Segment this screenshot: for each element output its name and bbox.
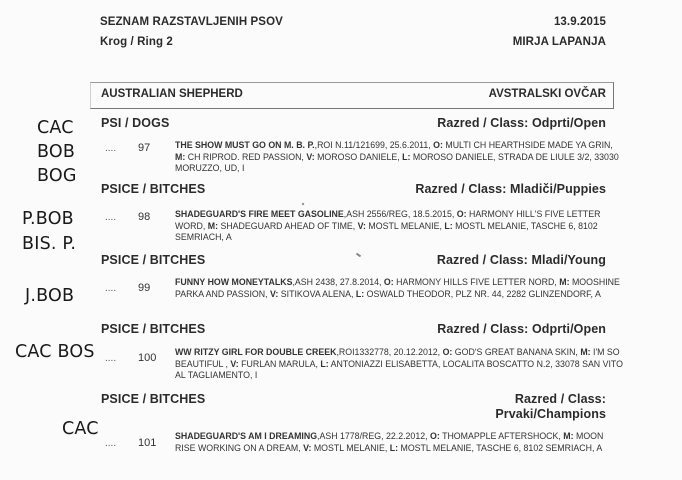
entry-details: WW RITZY GIRL FOR DOUBLE CREEK,ROI1332778, 20.12.2012, O: GOD'S GREAT BANANA SKIN, M: I'M SO BEAUTIFUL , V: FURLAN MARULA, L: ANTONIAZZI ELISABETTA, LOCALITA BOSCATTO N.2, 33078 SAN VITO AL TAGLIAMENTO, I: [175, 347, 623, 380]
award-handwritten: CAC BOS: [15, 342, 95, 362]
section-sex-heading: PSICE / BITCHES: [101, 392, 206, 406]
section-sex-heading: PSICE / BITCHES: [101, 253, 206, 267]
section-class-heading: Razred / Class: Mladi/Young: [436, 253, 606, 267]
entry-details: SHADEGUARD'S AM I DREAMING,ASH 1778/REG, 22.2.2012, O: THOMAPPLE AFTERSHOCK, M: MOON RISE WORKING ON A DREAM, V: MOSTL MELANIE, L: MOSTL MELANIE, TASCHE 6, 8102 SEMRIACH, A: [175, 431, 604, 453]
breed-name-english: AUSTRALIAN SHEPHERD: [101, 88, 243, 100]
award-handwritten: P.BOB: [22, 209, 74, 229]
award-handwritten: J.BOB: [25, 286, 75, 306]
award-handwritten: CAC: [62, 419, 99, 439]
section-class-heading: Prvaki/Champions: [495, 407, 606, 421]
award-handwritten: BOG: [37, 166, 77, 186]
award-handwritten: CAC: [37, 118, 74, 138]
entry-number: 101: [138, 437, 157, 449]
entry-number: 97: [138, 142, 151, 154]
scan-speck: [356, 253, 361, 258]
award-handwritten: BIS. P.: [22, 234, 77, 254]
dog-name: SHADEGUARD'S AM I DREAMING: [175, 431, 318, 441]
entry-number: 98: [138, 211, 151, 223]
dog-name: FUNNY HOW MONEYTALKS: [175, 277, 293, 287]
show-date: 13.9.2015: [553, 16, 606, 28]
entry-details: FUNNY HOW MONEYTALKS,ASH 2438, 27.8.2014, O: HARMONY HILLS FIVE LETTER NORD, M: MOOSHINE PARKA AND PASSION, V: SITIKOVA ALENA, L: OSWALD THEODOR, PLZ NR. 44, 2282 GLINZENDORF, A: [175, 277, 620, 299]
entry-dots: ....: [105, 438, 117, 449]
section-class-heading: Razred / Class: Mladiči/Puppies: [415, 182, 606, 196]
judge-name: MIRJA LAPANJA: [512, 36, 606, 48]
dog-name: THE SHOW MUST GO ON M. B. P.: [175, 140, 315, 150]
entry-dots: ....: [105, 212, 117, 223]
ring-label: Krog / Ring 2: [100, 36, 173, 48]
entry-dots: ....: [105, 353, 117, 364]
entry-number: 100: [138, 352, 157, 364]
section-class-heading: Razred / Class: Odprti/Open: [437, 322, 606, 336]
section-class-heading: Razred / Class: Odprti/Open: [437, 116, 606, 130]
entry-number: 99: [138, 282, 151, 294]
document-title: SEZNAM RAZSTAVLJENIH PSOV: [100, 16, 283, 28]
section-sex-heading: PSICE / BITCHES: [101, 182, 206, 196]
dog-name: SHADEGUARD'S FIRE MEET GASOLINE: [175, 209, 344, 219]
entry-dots: ....: [105, 143, 117, 154]
breed-name-slovenian: AVSTRALSKI OVČAR: [488, 88, 606, 100]
scan-speck: [302, 203, 305, 206]
section-sex-heading: PSI / DOGS: [101, 116, 170, 130]
section-sex-heading: PSICE / BITCHES: [101, 322, 206, 336]
entry-details: SHADEGUARD'S FIRE MEET GASOLINE,ASH 2556/REG, 18.5.2015, O: HARMONY HILL'S FIVE LETTER WORD, M: SHADEGUARD AHEAD OF TIME, V: MOSTL MELANIE, L: MOSTL MELANIE, TASCHE 6, 8102 SEMRIACH, A: [175, 209, 601, 242]
dog-name: WW RITZY GIRL FOR DOUBLE CREEK: [175, 347, 337, 357]
award-handwritten: BOB: [37, 142, 76, 162]
entry-details: THE SHOW MUST GO ON M. B. P.,ROI N.11/121699, 25.6.2011, O: MULTI CH HEARTHSIDE MADE YA GRIN, M: CH RIPROD. RED PASSION, V: MOROSO DANIELE, L: MOROSO DANIELE, STRADA DE LIULE 3/2, 33030 MORUZZO, UD, I: [175, 140, 619, 173]
entry-dots: ....: [105, 283, 117, 294]
section-class-heading: Razred / Class:: [514, 392, 606, 406]
